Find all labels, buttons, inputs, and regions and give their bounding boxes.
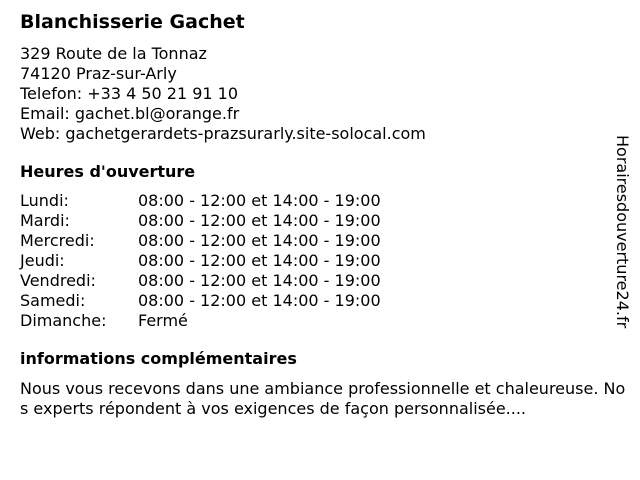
day-label: Mardi:	[20, 211, 70, 230]
website-url: Web: gachetgerardets-prazsurarly.site-solocal.com	[20, 124, 426, 143]
opening-hours-title: Heures d'ouverture	[20, 162, 196, 181]
day-label: Jeudi:	[20, 251, 65, 270]
day-label: Dimanche:	[20, 311, 107, 330]
opening-hours-table	[20, 191, 620, 331]
time-range: 08:00 - 12:00 et 14:00 - 19:00	[138, 251, 381, 270]
address-line-city: 74120 Praz-sur-Arly	[20, 64, 177, 83]
day-label: Vendredi:	[20, 271, 96, 290]
time-range: 08:00 - 12:00 et 14:00 - 19:00	[138, 191, 381, 210]
time-range: 08:00 - 12:00 et 14:00 - 19:00	[138, 291, 381, 310]
business-name: Blanchisserie Gachet	[20, 11, 245, 33]
hours-row-wednesday	[20, 231, 620, 251]
day-label: Mercredi:	[20, 231, 95, 250]
time-range: 08:00 - 12:00 et 14:00 - 19:00	[138, 271, 381, 290]
day-label: Samedi:	[20, 291, 86, 310]
hours-row-monday	[20, 191, 620, 211]
hours-row-saturday	[20, 291, 620, 311]
time-range: Fermé	[138, 311, 188, 330]
email-address: Email: gachet.bl@orange.fr	[20, 104, 240, 123]
time-range: 08:00 - 12:00 et 14:00 - 19:00	[138, 231, 381, 250]
address-line-street: 329 Route de la Tonnaz	[20, 44, 207, 63]
additional-info-text: Nous vous recevons dans une ambiance professionnelle et chaleureuse. Nos experts répondent à vos exigences de façon personnalisée....	[20, 379, 626, 418]
day-label: Lundi:	[20, 191, 69, 210]
time-range: 08:00 - 12:00 et 14:00 - 19:00	[138, 211, 381, 230]
site-watermark: Horairesdouverture24.fr	[613, 135, 632, 329]
hours-row-thursday	[20, 251, 620, 271]
hours-row-friday	[20, 271, 620, 291]
phone-number: Telefon: +33 4 50 21 91 10	[20, 84, 239, 103]
additional-info-title: informations complémentaires	[20, 349, 297, 368]
hours-row-sunday	[20, 311, 620, 331]
hours-row-tuesday	[20, 211, 620, 231]
